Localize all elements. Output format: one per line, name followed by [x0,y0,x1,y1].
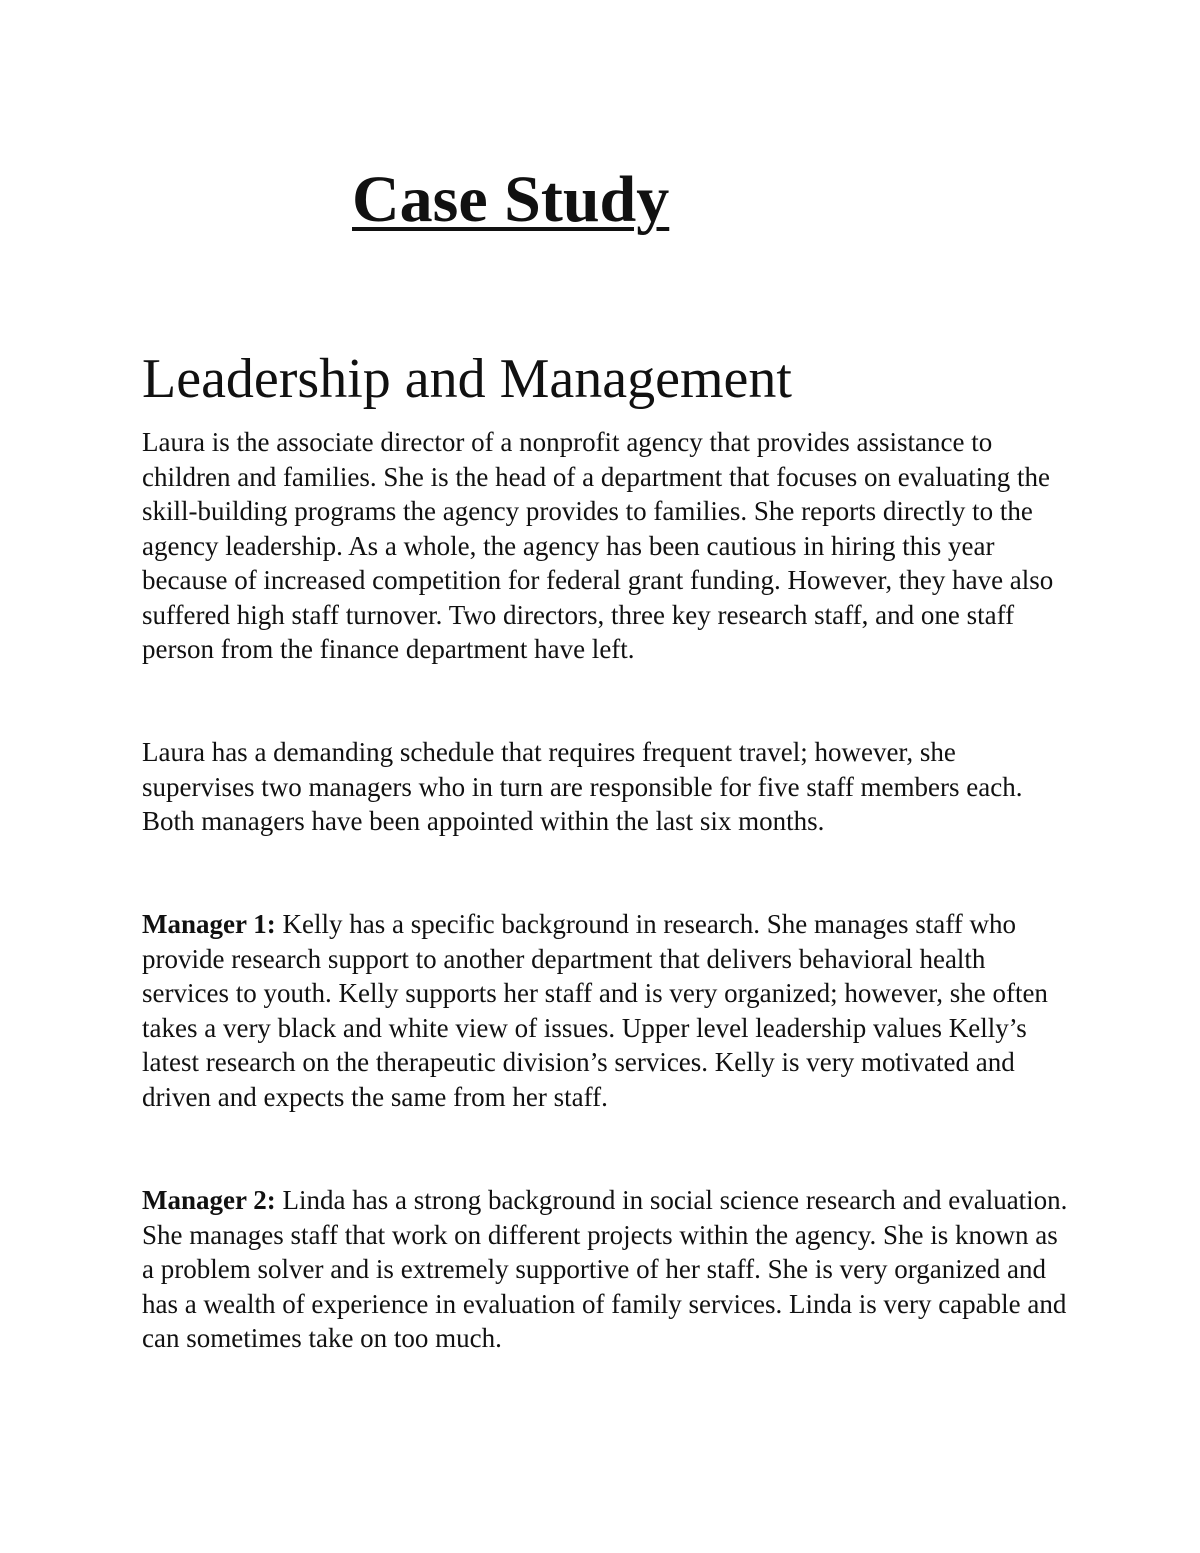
paragraph-manager-1 [142,907,1072,1114]
page-title: Case Study [352,163,670,236]
paragraph-schedule-text: Laura has a demanding schedule that requires frequent travel; however, she supervises two managers who in turn are responsible for five staff members each. Both managers have been appointed within the last six months. [142,737,1023,836]
manager-1-label: Manager 1: [142,909,276,939]
paragraph-schedule [142,735,1072,839]
paragraph-intro [142,425,1072,667]
manager-2-label: Manager 2: [142,1185,276,1215]
section-heading: Leadership and Management [142,348,792,410]
paragraph-intro-text: Laura is the associate director of a nonprofit agency that provides assistance to children and families. She is the head of a department that focuses on evaluating the skill-building programs the agency provides to families. She reports directly to the agency leadership. As a whole, the agency has been cautious in hiring this year because of increased competition for federal grant funding. However, they have also suffered high staff turnover. Two directors, three key research staff, and one staff person from the finance department have left. [142,427,1054,664]
manager-2-text: Linda has a strong background in social science research and evaluation. She manages staff that work on different projects within the agency. She is known as a problem solver and is extremely supportive of her staff. She is very organized and has a wealth of experience in evaluation of family services. Linda is very capable and can sometimes take on too much. [142,1185,1068,1353]
manager-1-text: Kelly has a specific background in research. She manages staff who provide research support to another department that delivers behavioral health services to youth. Kelly supports her staff and is very organized; however, she often takes a very black and white view of issues. Upper level leadership values Kelly’s latest research on the therapeutic division’s services. Kelly is very motivated and driven and expects the same from her staff. [142,909,1048,1112]
paragraph-manager-2 [142,1183,1072,1356]
